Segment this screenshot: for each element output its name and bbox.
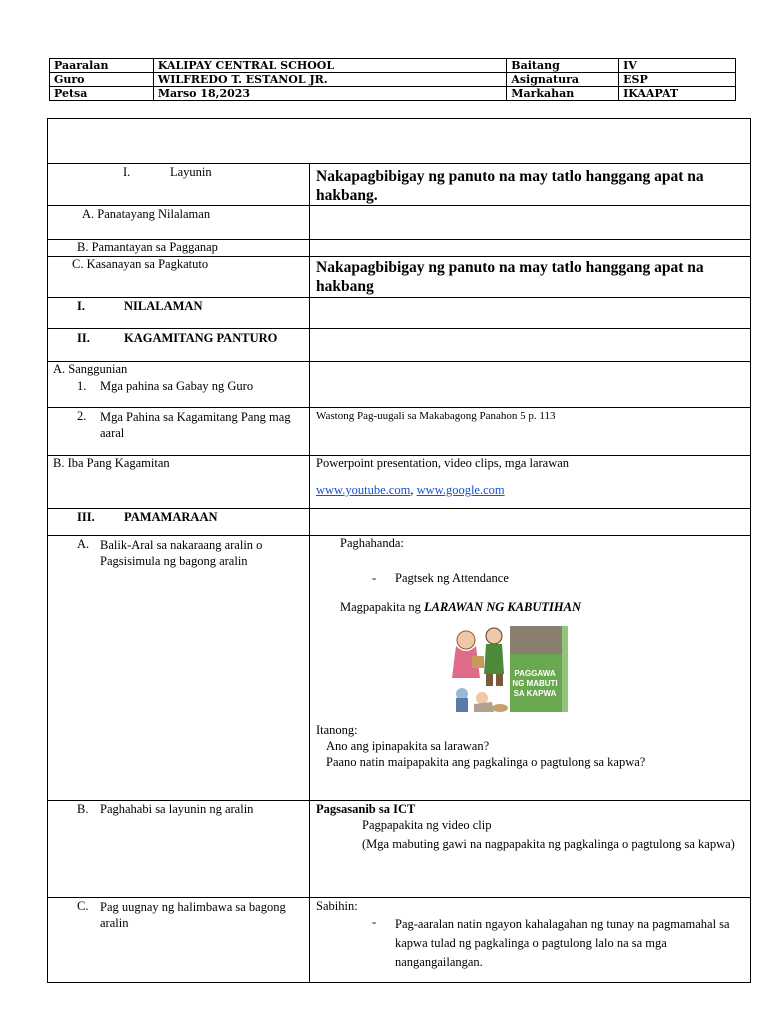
layunin-value: Nakapagbibigay ng panuto na may tatlo hanggang apat na hakbang. xyxy=(316,168,704,204)
sanggunian-row xyxy=(48,362,751,408)
section-number: I. xyxy=(77,299,85,313)
header-row xyxy=(50,87,736,101)
video-clip-description: (Mga mabuting gawi na nagpapakita ng pagkalinga o pagtulong sa kapwa) xyxy=(362,837,735,851)
paguugnay-row xyxy=(48,898,751,983)
sanggunian-label: A. Sanggunian xyxy=(53,362,128,376)
header-value: KALIPAY CENTRAL SCHOOL xyxy=(153,59,506,73)
pamamaraan-label: PAMAMARAAN xyxy=(124,510,218,524)
balik-aral-label: Balik-Aral sa nakaraang aralin o Pagsisimula ng bagong aralin xyxy=(100,538,263,568)
layunin-label: Layunin xyxy=(170,165,212,179)
bullet-dash: - xyxy=(372,571,377,585)
question-2: Paano natin maipapakita ang pagkalinga o pagtulong sa kapwa? xyxy=(326,755,646,769)
ict-title: Pagsasanib sa ICT xyxy=(316,802,416,816)
pamantayan-row xyxy=(48,240,751,257)
balik-aral-row xyxy=(48,536,751,801)
blank-title-row xyxy=(48,119,751,164)
kagamitang-pang-row xyxy=(48,408,751,456)
paghahabi-row xyxy=(48,801,751,898)
pamantayan-value xyxy=(310,240,751,257)
nilalaman-row xyxy=(48,298,751,329)
paghahabi-label: Paghahabi sa layunin ng aralin xyxy=(100,802,254,816)
list-number: 1. xyxy=(77,379,87,393)
google-link[interactable]: www.google.com xyxy=(416,483,505,497)
panatayang-label: A. Panatayang Nilalaman xyxy=(82,207,211,221)
header-key: Markahan xyxy=(507,87,619,101)
list-letter: A. xyxy=(77,537,90,551)
header-key: Guro xyxy=(50,73,154,87)
layunin-label-cell xyxy=(48,164,310,206)
header-value: WILFREDO T. ESTANOL JR. xyxy=(153,73,506,87)
kagamitan-pang-value: Wastong Pag-uugali sa Makabagong Panahon 5 p. 113 xyxy=(316,410,556,422)
header-key: Petsa xyxy=(50,87,154,101)
image-caption-line: NG MABUTI xyxy=(512,679,558,688)
kagamitan-row xyxy=(48,329,751,362)
kasanayan-value: Nakapagbibigay ng panuto na may tatlo hanggang apat na hakbang xyxy=(316,259,704,295)
nilalaman-label: NILALAMAN xyxy=(124,299,203,313)
larawan-title: LARAWAN NG KABUTIHAN xyxy=(424,600,581,614)
paguugnay-label: Pag uugnay ng halimbawa sa bagong aralin xyxy=(100,900,286,930)
header-row xyxy=(50,73,736,87)
itanong-text: Itanong: xyxy=(316,723,358,737)
kabutihan-image-icon xyxy=(450,626,570,714)
list-letter: B. xyxy=(77,802,89,816)
iba-value: Powerpoint presentation, video clips, mga larawan xyxy=(316,456,570,470)
sabihin-text: Sabihin: xyxy=(316,899,358,913)
section-number: II. xyxy=(77,331,90,345)
header-key: Asignatura xyxy=(507,73,619,87)
kasanayan-row xyxy=(48,257,751,298)
paghahanda-text: Paghahanda: xyxy=(340,536,404,550)
image-caption-line: SA KAPWA xyxy=(513,689,557,698)
question-1: Ano ang ipinapakita sa larawan? xyxy=(326,739,490,753)
link-separator: , xyxy=(410,483,414,497)
layunin-row xyxy=(48,164,751,206)
video-clip-text: Pagpapakita ng video clip xyxy=(362,818,492,832)
pamantayan-label: B. Pamantayan sa Pagganap xyxy=(77,240,218,254)
kasanayan-label: C. Kasanayan sa Pagkatuto xyxy=(72,257,209,271)
header-value: Marso 18,2023 xyxy=(153,87,506,101)
header-key: Paaralan xyxy=(50,59,154,73)
paguugnay-text: Pag-aaralan natin ngayon kahalagahan ng tunay na pagmamahal sa kapwa tulad ng pagkalinga o pagtulong lalo na sa mga nangangailangan. xyxy=(395,917,730,969)
layunin-value-cell xyxy=(310,164,751,206)
kagamitan-label: KAGAMITANG PANTURO xyxy=(124,331,278,345)
image-caption-line: PAGGAWA xyxy=(514,669,556,678)
magpapakita-prefix: Magpapakita ng xyxy=(340,600,425,614)
list-letter: C. xyxy=(77,899,89,913)
list-number: 2. xyxy=(77,409,87,423)
pamamaraan-row xyxy=(48,509,751,536)
kagamitan-pang-label: Mga Pahina sa Kagamitang Pang mag aaral xyxy=(100,410,291,440)
bullet-dash: - xyxy=(372,915,377,929)
gabay-label: Mga pahina sa Gabay ng Guro xyxy=(100,379,254,393)
youtube-link[interactable]: www.youtube.com xyxy=(316,483,411,497)
header-row xyxy=(50,59,736,73)
lesson-plan-table xyxy=(47,118,751,983)
section-number: III. xyxy=(77,510,95,524)
blank-cell xyxy=(48,119,751,164)
header-value: IKAAPAT xyxy=(619,87,736,101)
header-value: ESP xyxy=(619,73,736,87)
kabutihan-illustration xyxy=(450,626,570,714)
header-table xyxy=(49,58,736,101)
header-key: Baitang xyxy=(507,59,619,73)
section-number: I. xyxy=(123,165,131,179)
iba-links xyxy=(316,483,505,498)
header-value: IV xyxy=(619,59,736,73)
attendance-text: Pagtsek ng Attendance xyxy=(395,571,509,585)
panatayang-row xyxy=(48,206,751,240)
iba-row xyxy=(48,456,751,509)
magpapakita-text xyxy=(340,600,581,615)
iba-label: B. Iba Pang Kagamitan xyxy=(53,456,170,470)
panatayang-value xyxy=(310,206,751,240)
